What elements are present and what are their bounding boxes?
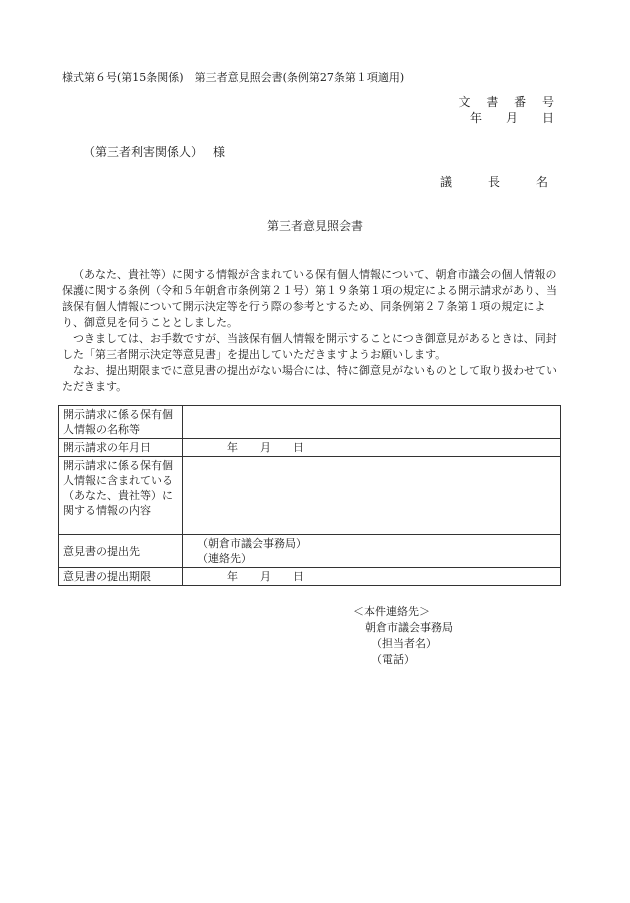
document-number: 文 書 番 号 bbox=[458, 95, 560, 109]
request-date-value: 年 月 日 bbox=[227, 441, 304, 454]
document-date: 年 月 日 bbox=[469, 111, 560, 125]
contact-office: 朝倉市議会事務局 bbox=[365, 621, 453, 634]
table-value bbox=[183, 568, 561, 586]
sender-title: 議 長 名 bbox=[439, 175, 560, 189]
request-info-table bbox=[58, 405, 561, 586]
table-label: 開示請求に係る保有個人情報の名称等 bbox=[59, 406, 183, 439]
contact-phone: （電話） bbox=[371, 653, 415, 666]
table-row bbox=[59, 457, 561, 535]
form-identifier: 様式第６号(第15条関係) 第三者意見照会書(条例第27条第１項適用) bbox=[62, 71, 405, 84]
deadline-value: 年 月 日 bbox=[227, 570, 304, 583]
table-label: 開示請求に係る保有個人情報に含まれている（あなた、貴社等）に関する情報の内容 bbox=[59, 457, 183, 535]
table-value bbox=[183, 439, 561, 457]
document-title: 第三者意見照会書 bbox=[266, 219, 363, 233]
body-paragraph: つきましては、お手数ですが、当該保有個人情報を開示することにつき御意見があるときは、同封した「第三者開示決定等意見書」を提出していただきますようお願いします。 bbox=[62, 332, 557, 361]
document-body bbox=[62, 267, 562, 395]
table-row bbox=[59, 568, 561, 586]
contact-block bbox=[353, 604, 453, 668]
table-row bbox=[59, 439, 561, 457]
addressee bbox=[83, 145, 225, 160]
table-label: 意見書の提出期限 bbox=[59, 568, 183, 586]
body-paragraph: （あなた、貴社等）に関する情報が含まれている保有個人情報について、朝倉市議会の個人情報の保護に関する条例（令和５年朝倉市条例第２１号）第１９条第１項の規定による開示請求があり、当該保有個人情報について開示決定等を行う際の参考とするため、同条例第２７条第１項の規定により、御意見を伺うこととしました。 bbox=[62, 268, 557, 329]
submission-office: （朝倉市議会事務局） bbox=[197, 537, 307, 550]
contact-heading: ＜本件連絡先＞ bbox=[353, 605, 430, 618]
table-value bbox=[183, 406, 561, 439]
table-value bbox=[183, 535, 561, 568]
table-row bbox=[59, 535, 561, 568]
submission-contact: （連絡先） bbox=[197, 552, 252, 565]
contact-person: （担当者名） bbox=[371, 637, 437, 650]
body-paragraph: なお、提出期限までに意見書の提出がない場合には、特に御意見がないものとして取り扱わせていただきます。 bbox=[62, 364, 557, 393]
table-label: 意見書の提出先 bbox=[59, 535, 183, 568]
addressee-honorific: 様 bbox=[213, 145, 226, 159]
addressee-name: （第三者利害関係人） bbox=[83, 145, 204, 159]
table-value bbox=[183, 457, 561, 535]
table-row bbox=[59, 406, 561, 439]
table-label: 開示請求の年月日 bbox=[59, 439, 183, 457]
